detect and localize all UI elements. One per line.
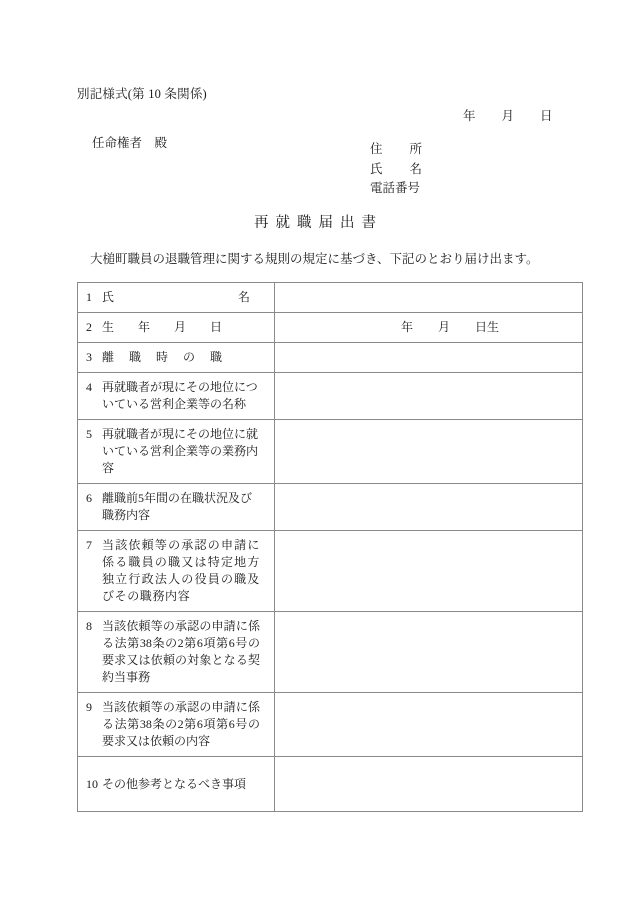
row-number: 9 (86, 700, 92, 714)
row-label-service-history (78, 484, 275, 531)
table-row (78, 313, 583, 343)
date-year-label: 年 (463, 109, 476, 123)
row-value-approval-position[interactable] (275, 531, 583, 612)
sender-address-row (370, 140, 422, 160)
row-value-contract-affairs[interactable] (275, 612, 583, 693)
row-label-birthdate (78, 313, 275, 343)
row-label-text: 当該依頼等の承認の申請に係る法第38条の2第6項第6号の要求又は依頼の対象となる契約当事務 (102, 619, 260, 684)
row-label-request-content (78, 693, 275, 757)
row-label-text: 離職時の職 (102, 350, 222, 364)
table-row (78, 531, 583, 612)
sender-phone-label: 電話番号 (370, 181, 421, 195)
row-number: 2 (86, 320, 92, 334)
date-month-label: 月 (501, 109, 515, 123)
intro-paragraph: 大槌町職員の退職管理に関する規則の規定に基づき、下記のとおり届け出ます。 (90, 252, 539, 266)
table-row (78, 757, 583, 812)
row-number: 1 (86, 290, 92, 304)
table-row (78, 484, 583, 531)
declaration-table (77, 282, 583, 812)
table-row (78, 373, 583, 420)
row-label-text: 当該依頼等の承認の申請に係る職員の職又は特定地方独立行政法人の役員の職及びその職務内容 (102, 538, 260, 603)
row-label-text: 氏名 (102, 290, 250, 304)
row-value-service-history[interactable] (275, 484, 583, 531)
sender-name-row (370, 160, 422, 180)
row-value-birthdate[interactable] (275, 313, 583, 343)
birth-day-label: 日生 (475, 320, 500, 334)
row-number: 4 (86, 380, 92, 394)
document-title-text: 再就職届出書 (254, 215, 383, 231)
row-value-company-name[interactable] (275, 373, 583, 420)
row-label-text: 再就職者が現にその地位に就いている営利企業等の業務内容 (102, 427, 259, 475)
form-reference-label: 別記様式(第 10 条関係) (77, 87, 207, 101)
row-label-other-remarks (78, 757, 275, 812)
row-value-company-business[interactable] (275, 420, 583, 484)
row-value-position-at-retirement[interactable] (275, 343, 583, 373)
row-value-request-content[interactable] (275, 693, 583, 757)
table-row (78, 693, 583, 757)
row-label-text: その他参考となるべき事項 (102, 776, 247, 791)
sender-info-block (370, 140, 422, 199)
date-day-label: 日 (540, 109, 553, 123)
row-label-approval-position (78, 531, 275, 612)
row-number: 6 (86, 491, 92, 505)
row-label-position-at-retirement (78, 343, 275, 373)
row-label-text: 離職前5年間の在職状況及び職務内容 (102, 491, 253, 522)
row-number: 3 (86, 350, 92, 364)
row-number: 8 (86, 619, 92, 633)
table-row (78, 612, 583, 693)
row-label-company-name (78, 373, 275, 420)
sender-name-label: 氏 名 (370, 161, 422, 176)
row-label-company-business (78, 420, 275, 484)
table-row (78, 343, 583, 373)
row-label-text: 生年月日 (102, 320, 222, 334)
row-label-text: 再就職者が現にその地位についている営利企業等の名称 (102, 380, 258, 411)
birth-year-label: 年 (401, 320, 414, 334)
row-value-name[interactable] (275, 283, 583, 313)
row-label-text: 当該依頼等の承認の申請に係る法第38条の2第6項第6号の要求又は依頼の内容 (102, 700, 260, 748)
date-line (463, 106, 553, 124)
row-number: 10 (86, 776, 98, 791)
birth-month-label: 月 (438, 320, 451, 334)
row-label-name (78, 283, 275, 313)
table-row (78, 420, 583, 484)
sender-address-label: 住 所 (370, 142, 422, 156)
sender-phone-row (370, 179, 422, 199)
table-row (78, 283, 583, 313)
row-label-contract-affairs (78, 612, 275, 693)
row-number: 5 (86, 427, 92, 441)
row-value-other-remarks[interactable] (275, 757, 583, 812)
row-number: 7 (86, 538, 92, 552)
addressee-label: 任命権者 殿 (92, 136, 168, 150)
document-title (0, 211, 630, 232)
